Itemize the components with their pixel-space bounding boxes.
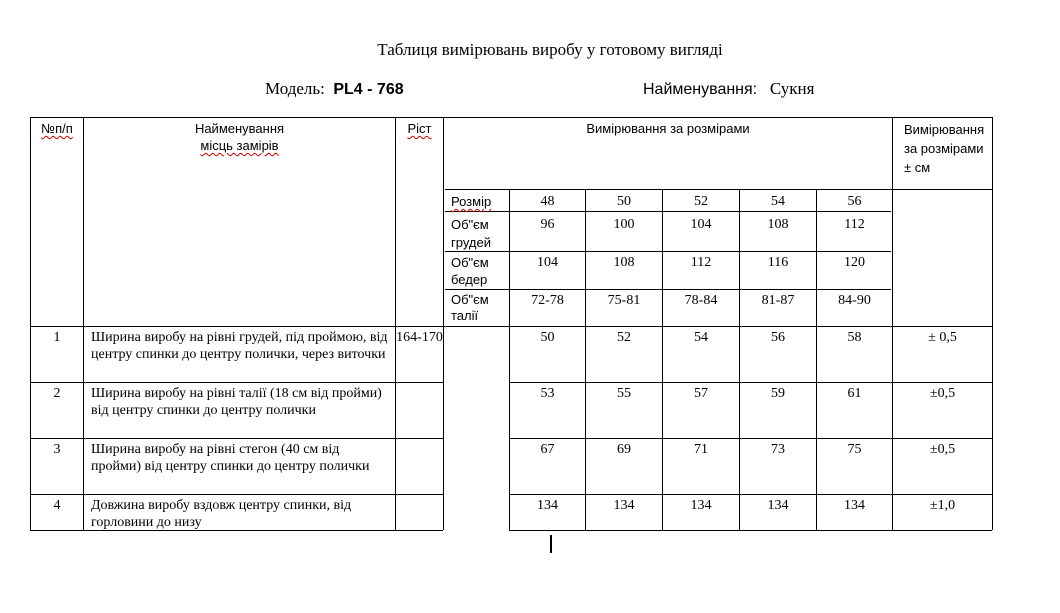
garment-label: Найменування: xyxy=(643,81,758,98)
header-name: Найменування місць замірів xyxy=(194,121,285,153)
header-height: Ріст xyxy=(407,121,432,136)
row-value: 73 xyxy=(771,442,785,457)
bust-value: 100 xyxy=(613,217,635,232)
row-height: 164-170 xyxy=(396,330,443,345)
bust-value: 104 xyxy=(690,217,712,232)
header-measurements: Вимірювання за розмірами xyxy=(586,121,750,136)
size-value: 54 xyxy=(771,194,785,209)
size-value: 56 xyxy=(847,194,862,209)
row-value: 56 xyxy=(771,330,785,345)
row-num: 4 xyxy=(53,498,61,513)
waist-value: 81-87 xyxy=(761,293,795,308)
row-tolerance: ±0,5 xyxy=(929,442,956,457)
row-value: 75 xyxy=(847,442,862,457)
hip-label: Об"єм бедер xyxy=(451,255,489,287)
size-value: 48 xyxy=(540,194,555,209)
hip-value: 108 xyxy=(613,255,635,270)
waist-value: 78-84 xyxy=(684,293,718,308)
size-value: 50 xyxy=(617,194,631,209)
bust-label: Об"єм грудей xyxy=(451,217,491,250)
page-title: Таблиця вимірювань виробу у готовому вигляді xyxy=(377,40,723,59)
waist-label: Об"єм талії xyxy=(451,292,489,323)
text-cursor xyxy=(550,535,552,553)
row-name: Ширина виробу на рівні стегон (40 см від пройми) від центру спинки до центру полички xyxy=(91,442,370,474)
bust-value: 96 xyxy=(540,217,555,232)
row-name: Ширина виробу на рівні талії (18 см від пройми) від центру спинки до центру полички xyxy=(91,386,382,418)
model-value: PL4 - 768 xyxy=(333,81,404,98)
row-value: 57 xyxy=(694,386,708,401)
row-num: 1 xyxy=(53,330,61,345)
waist-value: 84-90 xyxy=(838,293,871,308)
row-value: 58 xyxy=(847,330,862,345)
row-value: 134 xyxy=(537,498,558,513)
row-value: 134 xyxy=(690,498,712,513)
row-name: Ширина виробу на рівні грудей, під проймою, від центру спинки до центру полички, через виточки xyxy=(91,330,388,362)
row-value: 54 xyxy=(694,330,708,345)
row-value: 61 xyxy=(847,386,862,401)
garment-value: Сукня xyxy=(769,79,815,98)
model-line xyxy=(265,79,404,99)
size-value: 52 xyxy=(694,194,708,209)
row-value: 134 xyxy=(844,498,865,513)
size-label: Розмір xyxy=(451,194,492,209)
row-value: 50 xyxy=(540,330,555,345)
model-label: Модель: xyxy=(265,79,325,98)
bust-value: 112 xyxy=(844,217,865,232)
row-value: 71 xyxy=(694,442,708,457)
row-num: 3 xyxy=(53,442,61,457)
waist-value: 72-78 xyxy=(531,293,564,308)
row-value: 53 xyxy=(540,386,555,401)
row-value: 59 xyxy=(771,386,785,401)
row-tolerance: ± 0,5 xyxy=(928,330,957,345)
hip-value: 104 xyxy=(537,255,558,270)
row-value: 134 xyxy=(767,498,789,513)
row-tolerance: ±1,0 xyxy=(929,498,956,513)
waist-value: 75-81 xyxy=(607,293,641,308)
header-num: №п/п xyxy=(41,121,73,136)
row-value: 67 xyxy=(540,442,555,457)
hip-value: 116 xyxy=(767,255,789,270)
row-value: 55 xyxy=(617,386,631,401)
row-name: Довжина виробу вздовж центру спинки, від горловини до низу xyxy=(91,498,352,530)
hip-value: 120 xyxy=(844,255,865,270)
row-num: 2 xyxy=(53,386,61,401)
row-value: 52 xyxy=(617,330,631,345)
row-tolerance: ±0,5 xyxy=(929,386,956,401)
row-value: 69 xyxy=(617,442,631,457)
garment-line xyxy=(643,79,814,99)
row-value: 134 xyxy=(613,498,635,513)
bust-value: 108 xyxy=(767,217,789,232)
hip-value: 112 xyxy=(690,255,712,270)
header-tolerance: Вимірювання за розмірами ± см xyxy=(904,122,985,175)
